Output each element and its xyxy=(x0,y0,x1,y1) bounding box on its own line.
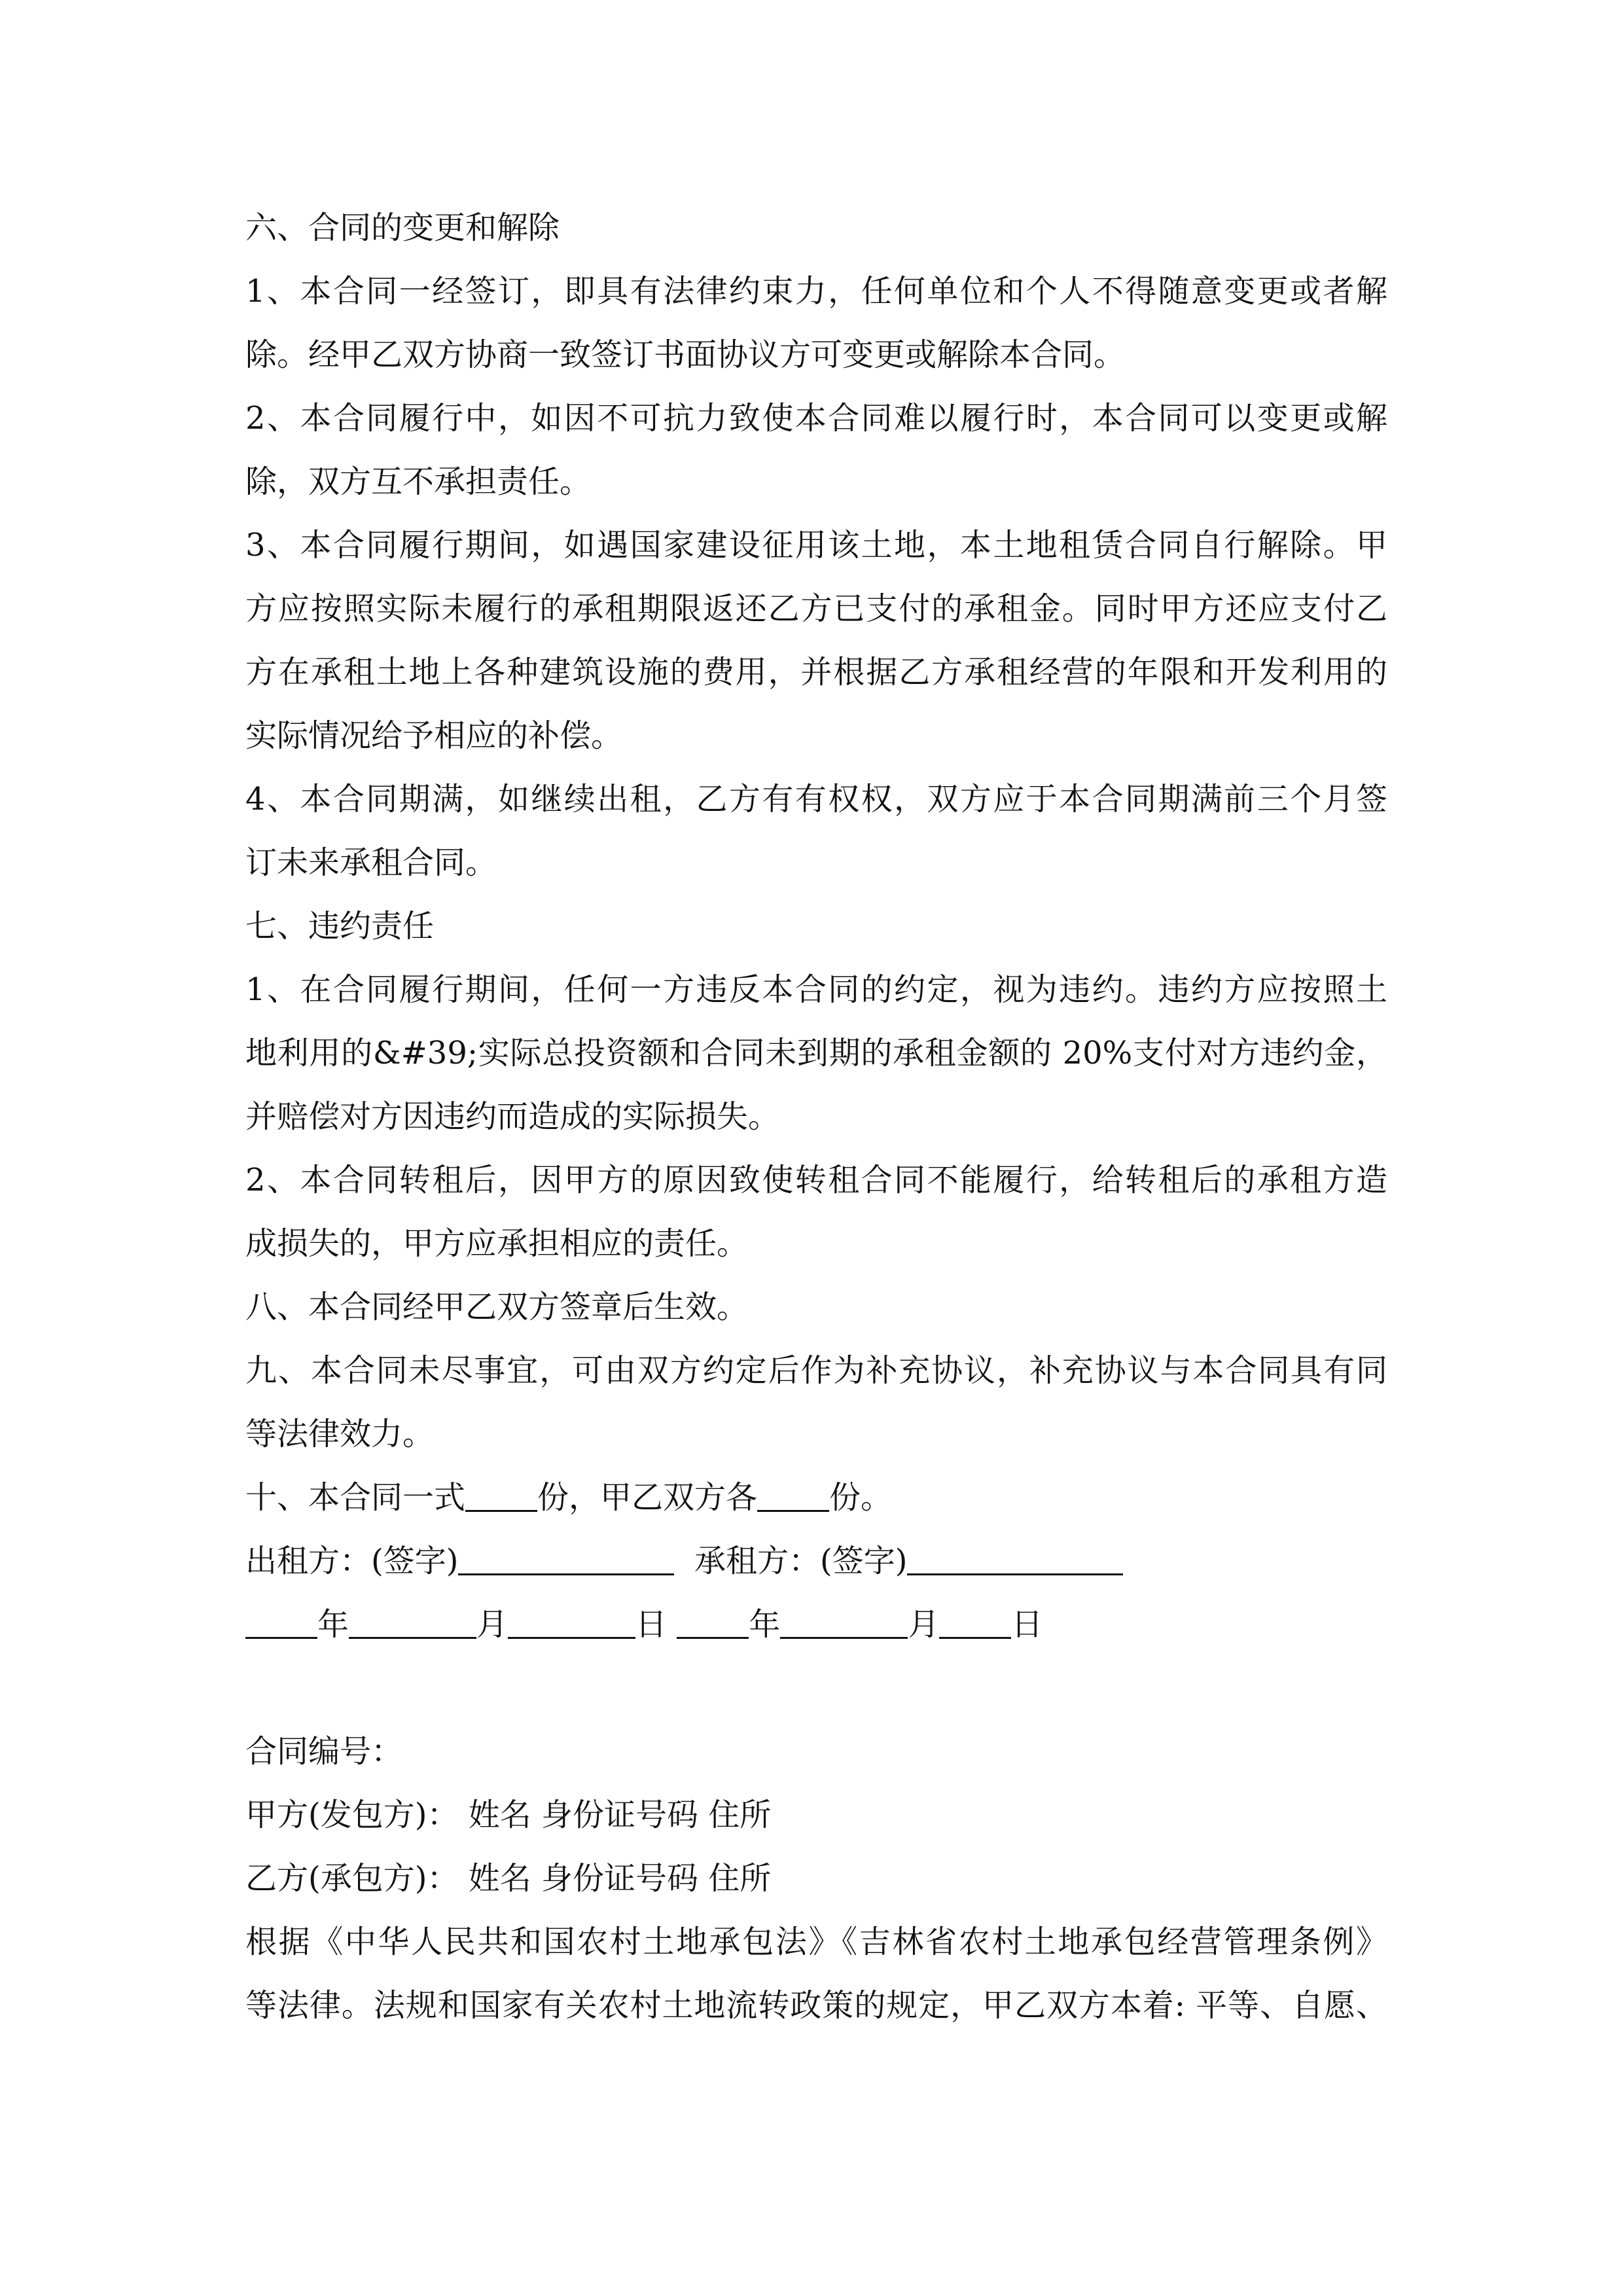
lessor-signature-label: 出租方：(签字) xyxy=(245,1543,459,1579)
copies-prefix: 十、本合同一式 xyxy=(245,1479,466,1516)
copies-each-blank xyxy=(757,1476,829,1512)
lessor-signature-blank xyxy=(458,1539,674,1575)
date-line xyxy=(245,1593,1387,1657)
lessor-year-blank xyxy=(245,1603,317,1639)
clause-text: 实际情况给予相应的补偿。 xyxy=(245,717,623,754)
section-heading-effective: 八、本合同经甲乙双方签章后生效。 xyxy=(245,1289,749,1325)
clause-text: 成损失的，甲方应承担相应的责任。 xyxy=(245,1225,749,1262)
party-a-line: 甲方(发包方)： 姓名 身份证号码 住所 xyxy=(245,1797,772,1833)
lessee-signature-blank xyxy=(907,1539,1123,1575)
day-unit: 日 xyxy=(635,1606,668,1643)
lessor-day-blank xyxy=(508,1603,635,1639)
month-unit: 月 xyxy=(476,1606,508,1643)
legal-basis-text: 根据《中华人民共和国农村土地承包法》《吉林省农村土地承包经营管理条例》 xyxy=(245,1924,1387,1960)
party-b-line: 乙方(承包方)： 姓名 身份证号码 住所 xyxy=(245,1860,772,1897)
year-unit: 年 xyxy=(749,1606,781,1643)
day-unit: 日 xyxy=(1011,1606,1043,1643)
clause-text: 除，双方互不承担责任。 xyxy=(245,463,592,500)
section-heading-contract-change: 六、合同的变更和解除 xyxy=(245,209,560,246)
lessee-day-blank xyxy=(939,1603,1011,1639)
clause-text: 1、本合同一经签订，即具有法律约束力，任何单位和个人不得随意变更或者解 xyxy=(245,273,1387,310)
clause-text: 地利用的&#39;实际总投资额和合同未到期的承租金额的 20%支付对方违约金， xyxy=(245,1035,1387,1071)
section-heading-breach: 七、违约责任 xyxy=(245,908,435,944)
copies-suffix: 份。 xyxy=(829,1479,893,1516)
clause-text: 方在承租土地上各种建筑设施的费用，并根据乙方承租经营的年限和开发利用的 xyxy=(245,654,1387,691)
clause-text: 2、本合同履行中，如因不可抗力致使本合同难以履行时，本合同可以变更或解 xyxy=(245,400,1387,437)
section-spacer xyxy=(245,1657,1387,1720)
clause-text: 2、本合同转租后，因甲方的原因致使转租合同不能履行，给转租后的承租方造 xyxy=(245,1162,1387,1198)
clause-text: 订未来承租合同。 xyxy=(245,844,497,881)
clause-text: 除。经甲乙双方协商一致签订书面协议方可变更或解除本合同。 xyxy=(245,336,1126,373)
document-body xyxy=(245,196,1387,2037)
copies-middle: 份，甲乙双方各 xyxy=(537,1479,758,1516)
clause-text: 九、本合同未尽事宜，可由双方约定后作为补充协议，补充协议与本合同具有同 xyxy=(245,1352,1387,1389)
clause-text: 3、本合同履行期间，如遇国家建设征用该土地，本土地租赁合同自行解除。甲 xyxy=(245,527,1387,564)
lessee-signature-label: 承租方：(签字) xyxy=(694,1543,908,1579)
clause-text: 1、在合同履行期间，任何一方违反本合同的约定，视为违约。违约方应按照土 xyxy=(245,971,1387,1008)
copies-clause xyxy=(245,1466,1387,1530)
clause-text: 并赔偿对方因违约而造成的实际损失。 xyxy=(245,1098,780,1135)
lessee-month-blank xyxy=(780,1603,908,1639)
contract-number-label: 合同编号： xyxy=(245,1733,403,1770)
clause-text: 等法律效力。 xyxy=(245,1416,435,1452)
month-unit: 月 xyxy=(908,1606,940,1643)
year-unit: 年 xyxy=(317,1606,349,1643)
lessor-month-blank xyxy=(349,1603,476,1639)
lessee-year-blank xyxy=(677,1603,749,1639)
clause-text: 4、本合同期满，如继续出租，乙方有有权权，双方应于本合同期满前三个月签 xyxy=(245,781,1387,817)
legal-basis-text: 等法律。法规和国家有关农村土地流转政策的规定，甲乙双方本着: 平等、自愿、 xyxy=(245,1987,1387,2024)
clause-text: 方应按照实际未履行的承租期限返还乙方已支付的承租金。同时甲方还应支付乙 xyxy=(245,590,1387,627)
copies-total-blank xyxy=(465,1476,537,1512)
signature-line xyxy=(245,1530,1387,1593)
